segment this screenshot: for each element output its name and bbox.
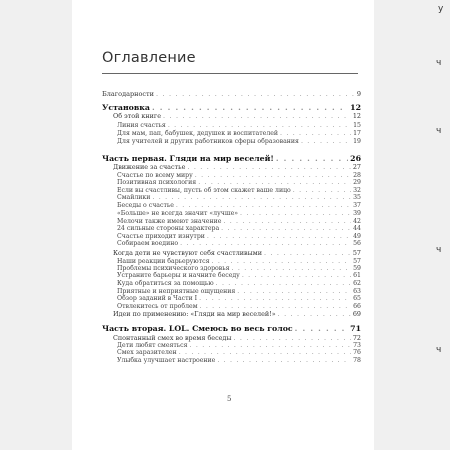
- toc-entry-title: Счастье по всему миру: [117, 172, 193, 179]
- dot-leader: [240, 211, 351, 217]
- dot-leader: [295, 325, 348, 333]
- dot-leader: [180, 241, 351, 247]
- dot-leader: [187, 164, 350, 170]
- toc-entry-title: Линия счастья: [117, 122, 166, 129]
- toc-entry-page: 69: [352, 310, 361, 318]
- toc-entry[interactable]: [117, 188, 361, 194]
- toc-entry-page: 15: [353, 122, 361, 129]
- toc-entry[interactable]: [102, 155, 361, 163]
- toc-entry-title: Для мам, пап, бабушек, дедушек и воспитателей: [117, 130, 279, 137]
- toc-entry-page: 42: [353, 218, 361, 225]
- toc-entry-page: 37: [353, 202, 361, 209]
- toc-entry[interactable]: [117, 195, 361, 201]
- dot-leader: [179, 350, 351, 356]
- dot-leader: [264, 250, 351, 256]
- toc-entry-title: Часть первая. Гляди на мир веселей!: [102, 154, 274, 163]
- toc-entry[interactable]: [117, 296, 361, 302]
- dot-leader: [156, 91, 355, 98]
- toc-entry[interactable]: [113, 164, 361, 170]
- dot-leader: [233, 335, 350, 341]
- toc-entry-page: 17: [353, 130, 361, 137]
- toc-entry-page: 59: [353, 265, 361, 272]
- toc-entry-title: Обзор заданий в Части I: [117, 295, 198, 302]
- dot-leader: [212, 259, 352, 265]
- toc-entry-page: 39: [353, 210, 361, 217]
- toc-entry[interactable]: [117, 350, 361, 356]
- dot-leader: [280, 131, 351, 137]
- dot-leader: [223, 219, 351, 225]
- toc-entry[interactable]: [117, 203, 361, 209]
- toc-entry[interactable]: [117, 211, 361, 217]
- toc-entry-title: Когда дети не чувствуют себя счастливыми: [113, 249, 262, 257]
- toc-entry-title: Улыбка улучшает настроение: [117, 357, 216, 364]
- dot-leader: [217, 358, 351, 364]
- dot-leader: [168, 123, 351, 129]
- dot-leader: [278, 311, 351, 317]
- dot-leader: [163, 113, 351, 119]
- toc-entry-page: 73: [353, 342, 361, 349]
- toc-entry[interactable]: [117, 123, 361, 129]
- toc-entry-title: Устраните барьеры и начните беседу: [117, 272, 240, 279]
- toc-entry-page: 61: [353, 272, 361, 279]
- dot-leader: [293, 188, 351, 194]
- dot-leader: [221, 226, 351, 232]
- toc-entry[interactable]: [117, 226, 361, 232]
- dot-leader: [198, 180, 351, 186]
- toc-entry-page: 72: [352, 334, 361, 342]
- toc-entry-title: 24 сильные стороны характера: [117, 225, 220, 232]
- edge-glyph: у: [438, 4, 444, 14]
- toc-entry[interactable]: [117, 180, 361, 186]
- toc-entry[interactable]: [117, 281, 361, 287]
- toc-entry-title: Если вы счастливы, пусть об этом скажет ваше лицо: [117, 187, 291, 194]
- toc-entry-title: Отвлекитесь от проблем: [117, 303, 198, 310]
- toc-entry-page: 19: [353, 138, 361, 145]
- toc-entry-title: Смех заразителен: [117, 349, 177, 356]
- dot-leader: [195, 173, 351, 179]
- toc-entry-page: 76: [353, 349, 361, 356]
- toc-entry-page: 57: [353, 258, 361, 265]
- dot-leader: [216, 281, 352, 287]
- toc-entry-page: 57: [352, 249, 361, 257]
- toc-entry-page: 27: [352, 163, 361, 171]
- toc-entry-title: «Больше» не всегда значит «лучше»: [117, 210, 239, 217]
- toc-entry-page: 56: [353, 240, 361, 247]
- toc-entry-title: Благодарности: [102, 90, 154, 98]
- toc-entry-page: 35: [353, 194, 361, 201]
- toc-entry-page: 12: [352, 112, 361, 120]
- dot-leader: [242, 273, 351, 279]
- toc-entry-title: Беседы о счастье: [117, 202, 174, 209]
- dot-leader: [232, 266, 352, 272]
- toc-entry-page: 62: [353, 280, 361, 287]
- toc-entry-title: Движение за счастье: [113, 163, 186, 171]
- dot-leader: [207, 234, 351, 240]
- toc-entry[interactable]: [117, 241, 361, 247]
- toc-entry[interactable]: [113, 311, 361, 317]
- toc-entry-title: Мелочи также имеют значение: [117, 218, 222, 225]
- toc-entry-title: Проблемы психического здоровья: [117, 265, 230, 272]
- toc-entry-page: 63: [353, 288, 361, 295]
- toc-entry-page: 78: [353, 357, 361, 364]
- toc-entry-title: Часть вторая. LOL. Смеюсь во весь голос: [102, 324, 293, 333]
- page-title: Оглавление: [102, 50, 196, 66]
- toc-entry[interactable]: [117, 139, 361, 145]
- toc-entry-page: 26: [350, 154, 361, 163]
- edge-glyph: ч: [436, 126, 442, 136]
- dot-leader: [152, 104, 348, 112]
- toc-entry-title: Собираем воедино: [117, 240, 179, 247]
- toc-entry-title: Счастье приходит изнутри: [117, 233, 205, 240]
- toc-entry[interactable]: [117, 358, 361, 364]
- dot-leader: [152, 195, 351, 201]
- toc-entry-page: 12: [350, 103, 361, 112]
- toc-entry-title: Для учителей и других работников сферы образования: [117, 138, 299, 145]
- toc-entry[interactable]: [102, 325, 361, 333]
- toc-entry-page: 65: [353, 295, 361, 302]
- toc-entry-title: Куда обратиться за помощью: [117, 280, 214, 287]
- toc-entry-title: Смайлики: [117, 194, 151, 201]
- dot-leader: [276, 155, 348, 163]
- dot-leader: [301, 139, 351, 145]
- edge-glyph: ч: [436, 245, 442, 255]
- toc-entry-title: Об этой книге: [113, 112, 162, 120]
- toc-entry-page: 28: [353, 172, 361, 179]
- toc-entry-title: Позитивная психология: [117, 179, 197, 186]
- edge-glyph: ч: [436, 345, 442, 355]
- toc-entry[interactable]: [117, 131, 361, 137]
- toc-entry-page: 66: [353, 303, 361, 310]
- toc-entry-page: 29: [353, 179, 361, 186]
- toc-entry-title: Приятные и неприятные ощущения: [117, 288, 236, 295]
- toc-entry-page: 32: [353, 187, 361, 194]
- toc-entry-title: Дети любят смеяться: [117, 342, 188, 349]
- toc-entry-page: 9: [356, 90, 361, 98]
- page-number: 5: [227, 395, 232, 403]
- toc-entry-page: 44: [353, 225, 361, 232]
- toc-entry[interactable]: [113, 113, 361, 119]
- toc-entry[interactable]: [113, 335, 361, 341]
- toc-entry[interactable]: [102, 91, 361, 98]
- toc-entry[interactable]: [113, 250, 361, 256]
- toc-entry-title: Спонтанный смех во время беседы: [113, 334, 232, 342]
- dot-leader: [176, 203, 351, 209]
- toc-entry[interactable]: [102, 104, 361, 112]
- toc-entry-title: Установка: [102, 103, 150, 112]
- toc-entry-title: Идеи по применению: «Гляди на мир веселей!»: [113, 310, 276, 318]
- dot-leader: [237, 289, 351, 295]
- edge-glyph: ч: [436, 58, 442, 68]
- toc-entry-page: 49: [353, 233, 361, 240]
- toc-entry-page: 71: [350, 324, 361, 333]
- dot-leader: [199, 296, 351, 302]
- toc-entry-title: Наши реакции барьеруются: [117, 258, 210, 265]
- toc-entry[interactable]: [117, 273, 361, 279]
- dot-leader: [190, 343, 352, 349]
